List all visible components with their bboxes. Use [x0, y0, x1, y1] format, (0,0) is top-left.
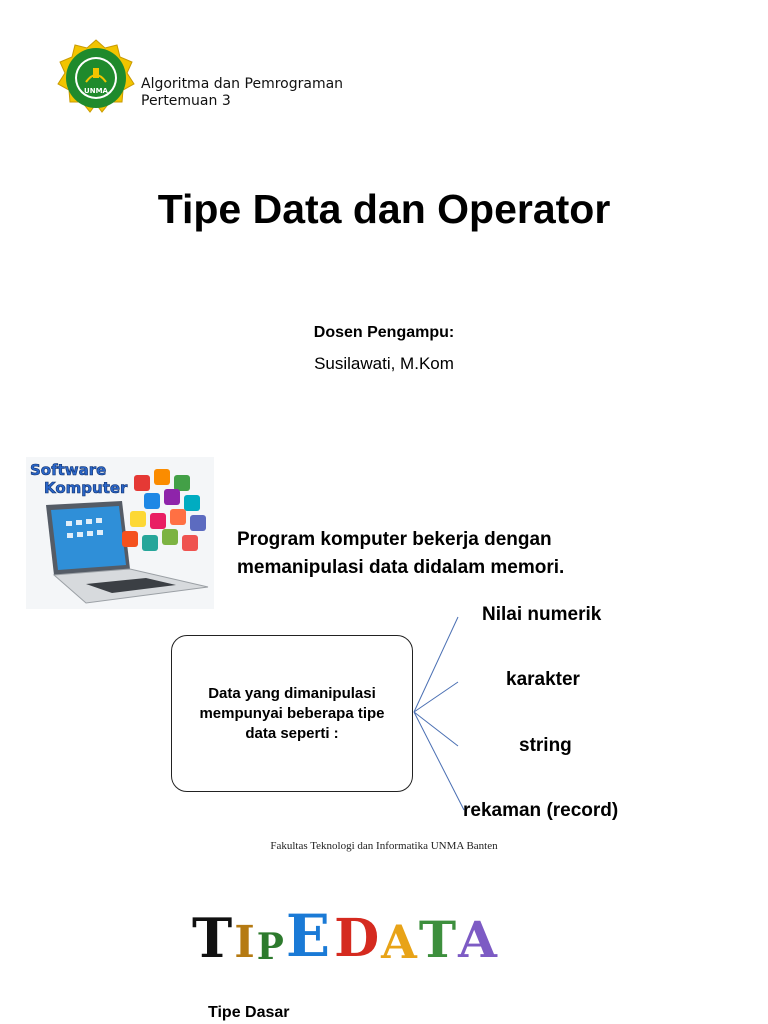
- lecturer-label: Dosen Pengampu:: [313, 324, 455, 341]
- tipe-data-letter: A: [381, 915, 417, 969]
- section-heading: Tipe Dasar: [208, 1004, 290, 1021]
- course-info: [141, 76, 343, 110]
- tipe-data-letter: A: [458, 910, 497, 969]
- illustration-caption-1: Software: [30, 461, 107, 479]
- connector-lines: [400, 600, 480, 830]
- tipe-data-letter: T: [192, 906, 233, 970]
- tipe-data-letter: D: [334, 908, 380, 969]
- type-character: karakter: [506, 669, 580, 690]
- tipe-data-letter: E: [285, 902, 331, 970]
- lecturer-name: Susilawati, M.Kom: [314, 354, 454, 373]
- connector-line-string: [414, 712, 458, 746]
- data-types-box: [171, 635, 413, 792]
- illustration-caption-2: Komputer: [44, 479, 128, 497]
- type-string: string: [519, 735, 572, 756]
- meeting-number: Pertemuan 3: [141, 93, 231, 109]
- tipe-data-letter: T: [418, 910, 457, 969]
- course-name: Algoritma dan Pemrograman: [141, 76, 344, 92]
- type-numeric: Nilai numerik: [482, 604, 602, 625]
- connector-line-record: [414, 712, 464, 810]
- data-types-box-text: Data yang dimanipulasi mempunyai beberapa tipe data seperti :: [199, 684, 385, 742]
- tipe-data-heading: [192, 902, 499, 970]
- page-footer: Fakultas Teknologi dan Informatika UNMA Banten: [270, 840, 498, 852]
- tipe-data-letter: P: [256, 926, 284, 968]
- software-komputer-illustration: [26, 457, 214, 609]
- tipe-data-letter: I: [234, 917, 255, 968]
- university-logo: [56, 38, 136, 118]
- connector-line-numerik: [414, 617, 458, 712]
- intro-text: Program komputer bekerja dengan memanipulasi data didalam memori.: [237, 529, 565, 578]
- logo-abbr: UNMA: [84, 87, 108, 95]
- type-record: rekaman (record): [463, 800, 619, 821]
- page-title: Tipe Data dan Operator: [157, 186, 611, 232]
